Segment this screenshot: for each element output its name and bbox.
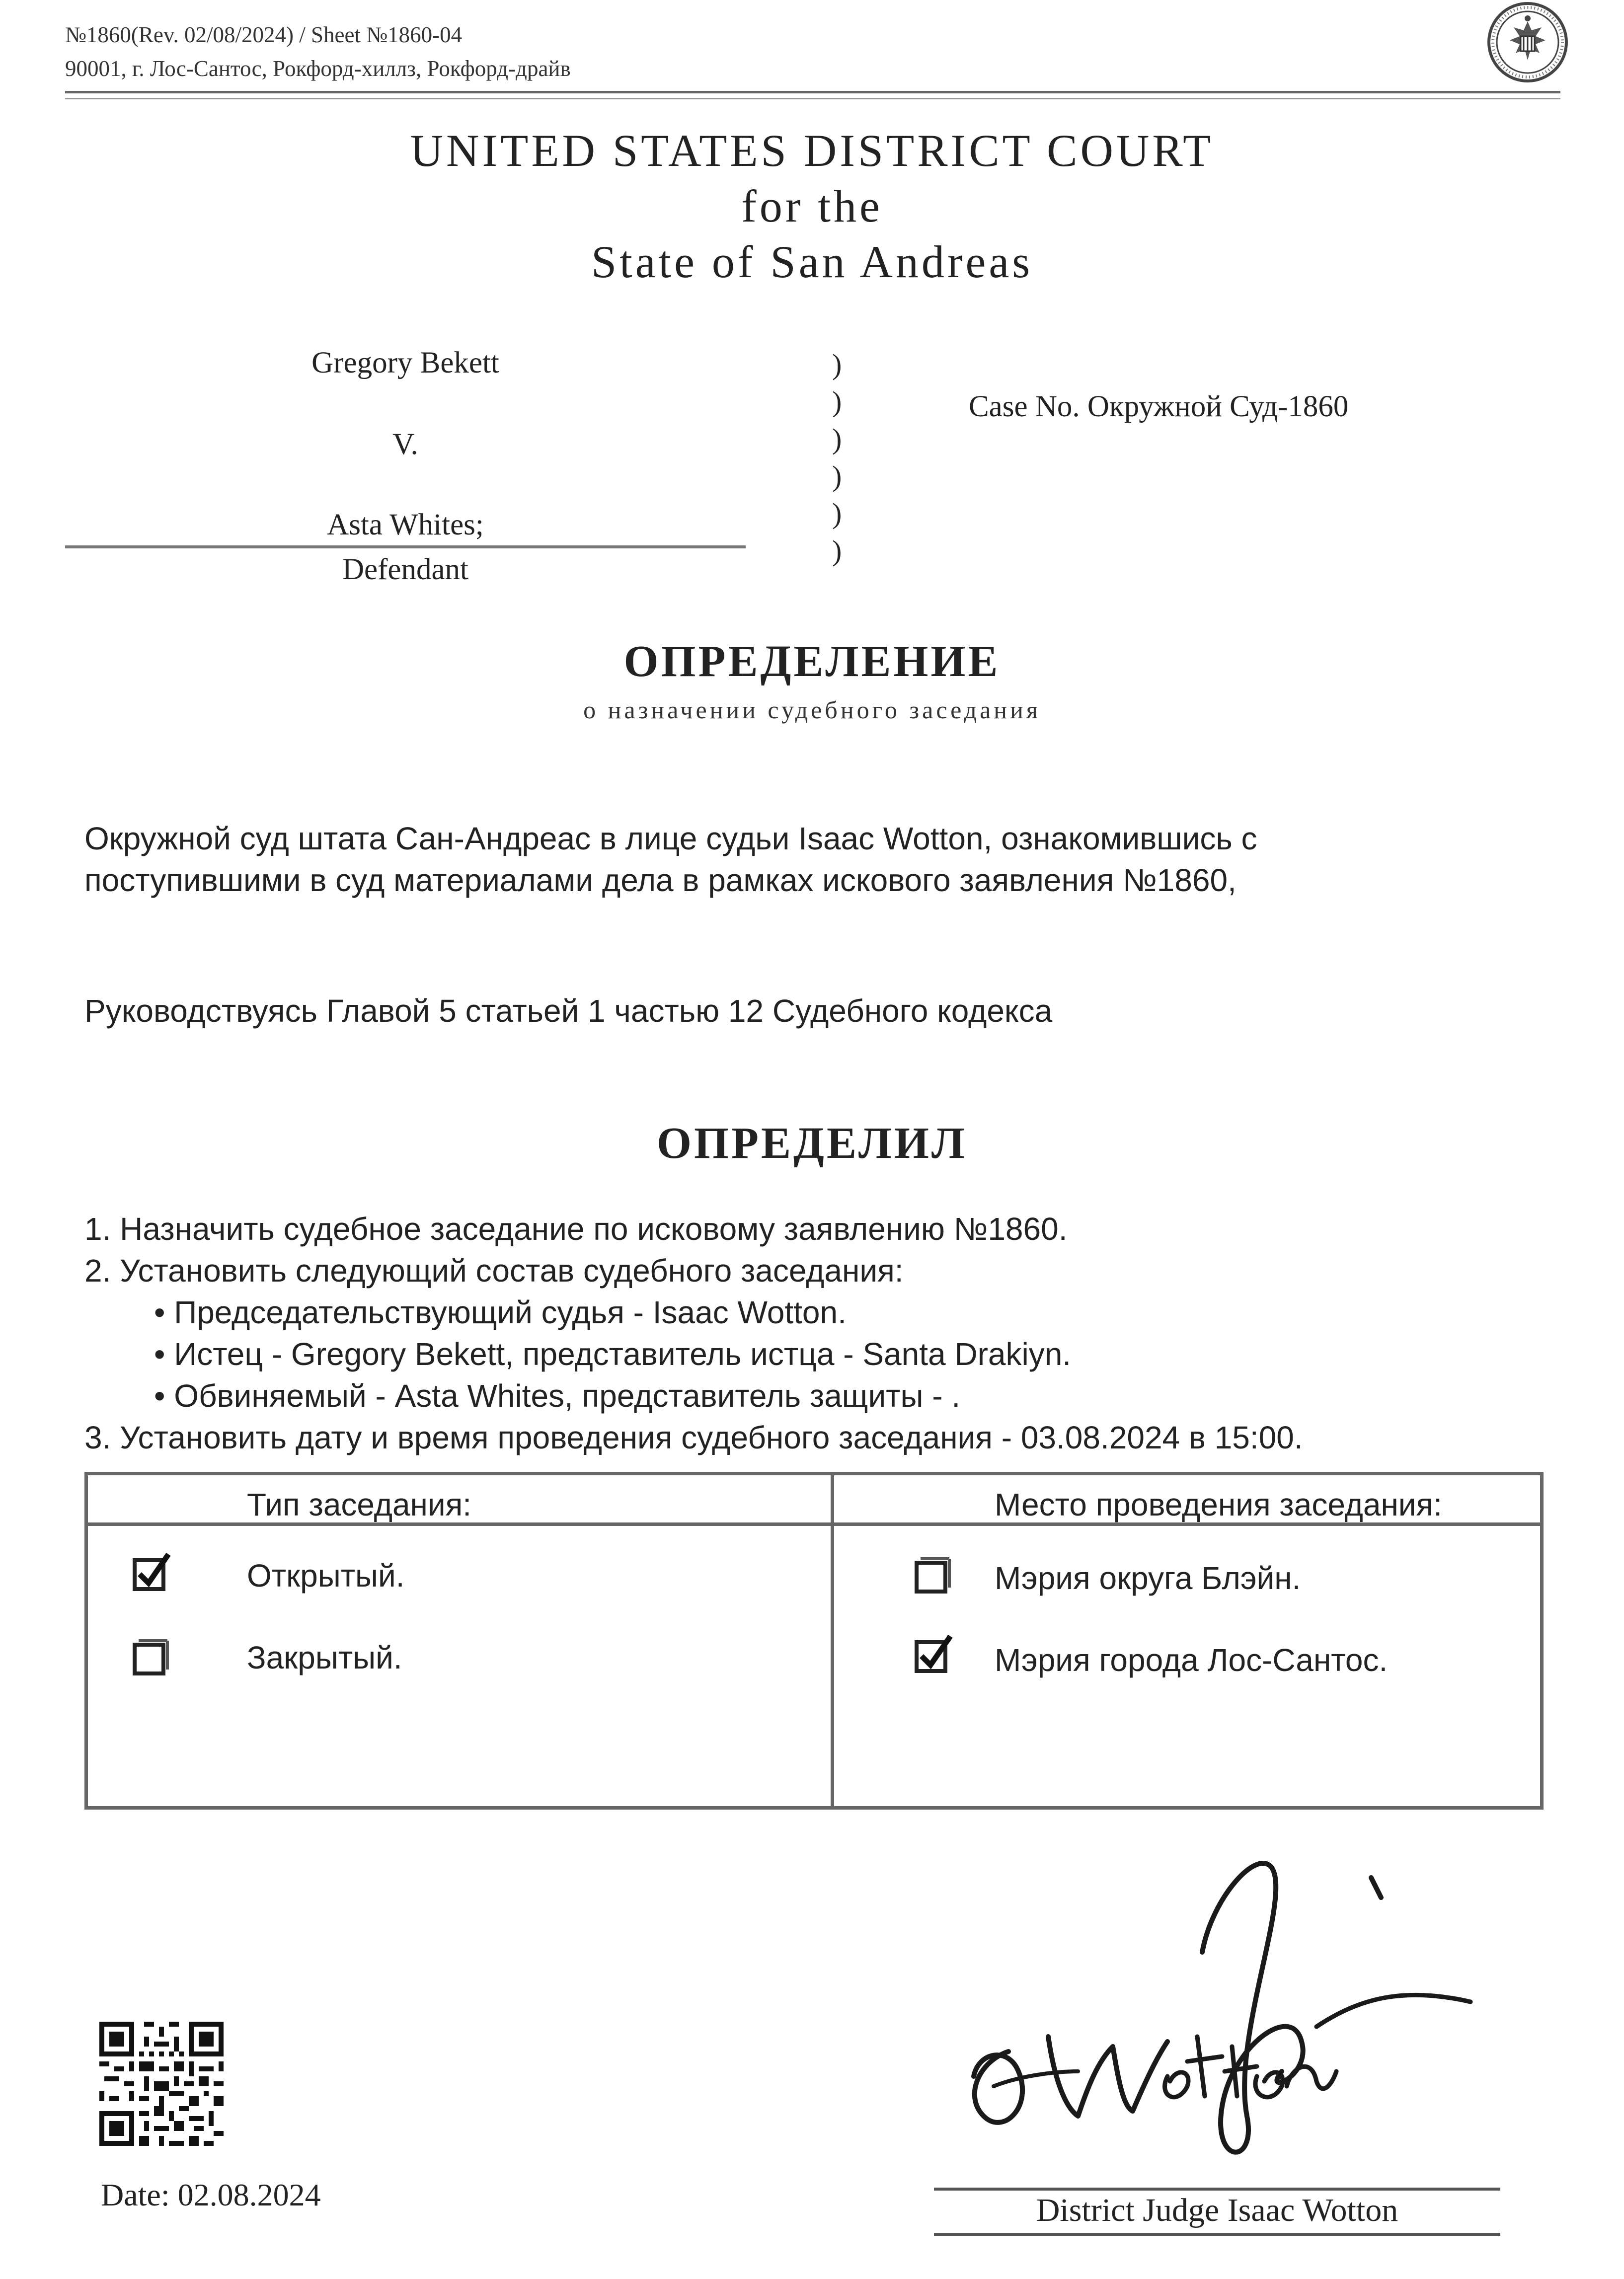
court-name-line-2: for the bbox=[741, 181, 883, 231]
judge-title: District Judge Isaac Wotton bbox=[1036, 2192, 1398, 2228]
court-name-line-1: UNITED STATES DISTRICT COURT bbox=[410, 125, 1214, 176]
closed-session-label: Закрытый. bbox=[247, 1640, 402, 1675]
qr-code-icon bbox=[99, 2022, 224, 2146]
blaine-county-label: Мэрия округа Блэйн. bbox=[995, 1560, 1301, 1596]
table-header-rule bbox=[88, 1522, 1540, 1526]
court-seal-icon bbox=[1487, 1, 1568, 83]
decision-list bbox=[84, 1208, 1550, 1458]
case-number: Case No. Окружной Суд-1860 bbox=[969, 390, 1349, 423]
decision-item-3: 3. Установить дату и время проведения судебного заседания - 03.08.2024 в 15:00. bbox=[84, 1420, 1303, 1455]
open-session-checkbox-icon[interactable] bbox=[132, 1552, 171, 1592]
versus-label: V. bbox=[392, 428, 418, 461]
decision-item-1: 1. Назначить судебное заседание по исковому заявлению №1860. bbox=[84, 1211, 1068, 1247]
intro-line-2: поступившими в суд материалами дела в рамках искового заявления №1860, bbox=[84, 862, 1237, 898]
decision-bullet-defendant: • Обвиняемый - Asta Whites, представитель защиты - . bbox=[154, 1378, 961, 1414]
intro-line-1: Окружной суд штата Сан-Андреас в лице судьи Isaac Wotton, ознакомившись с bbox=[84, 821, 1257, 856]
closed-session-checkbox-icon[interactable] bbox=[132, 1637, 171, 1676]
decision-bullet-judge: • Председательствующий судья - Isaac Wotton. bbox=[154, 1294, 847, 1330]
los-santos-city-checkbox-icon[interactable] bbox=[914, 1634, 953, 1674]
form-number-line: №1860(Rev. 02/08/2024) / Sheet №1860-04 bbox=[65, 22, 463, 47]
header-rule bbox=[65, 91, 1560, 93]
session-type-header: Тип заседания: bbox=[247, 1487, 472, 1522]
blaine-county-checkbox-icon[interactable] bbox=[914, 1555, 953, 1595]
signature-underline bbox=[934, 2233, 1500, 2236]
session-table bbox=[84, 1472, 1544, 1810]
document-date: Date: 02.08.2024 bbox=[101, 2177, 321, 2212]
caption-rule bbox=[65, 545, 746, 548]
document-title: ОПРЕДЕЛЕНИЕ bbox=[623, 637, 1001, 686]
venue-header: Место проведения заседания: bbox=[995, 1487, 1442, 1522]
court-address-line: 90001, г. Лос-Сантос, Рокфорд-хиллз, Рокфорд-драйв bbox=[65, 56, 571, 81]
plaintiff-name: Gregory Bekett bbox=[311, 346, 499, 380]
defendant-name: Asta Whites; bbox=[327, 508, 484, 541]
header-rule-thin bbox=[65, 98, 1560, 99]
intro-paragraph bbox=[84, 818, 1550, 901]
guided-by-paragraph: Руководствуясь Главой 5 статьей 1 частью 12 Судебного кодекса bbox=[84, 993, 1053, 1029]
document-subtitle: о назначении судебного заседания bbox=[583, 696, 1041, 724]
court-name-line-3: State of San Andreas bbox=[591, 236, 1033, 287]
judge-signature bbox=[934, 1838, 1480, 2186]
caption-parentheses: ) ) ) ) ) ) bbox=[832, 348, 842, 567]
decision-bullet-plaintiff: • Истец - Gregory Bekett, представитель истца - Santa Drakiyn. bbox=[154, 1336, 1072, 1372]
los-santos-city-label: Мэрия города Лос-Сантос. bbox=[995, 1642, 1388, 1678]
defendant-role: Defendant bbox=[342, 553, 469, 586]
decision-title: ОПРЕДЕЛИЛ bbox=[657, 1119, 967, 1168]
open-session-label: Открытый. bbox=[247, 1558, 405, 1594]
signature-rule bbox=[934, 2188, 1500, 2191]
decision-item-2: 2. Установить следующий состав судебного заседания: bbox=[84, 1253, 904, 1289]
